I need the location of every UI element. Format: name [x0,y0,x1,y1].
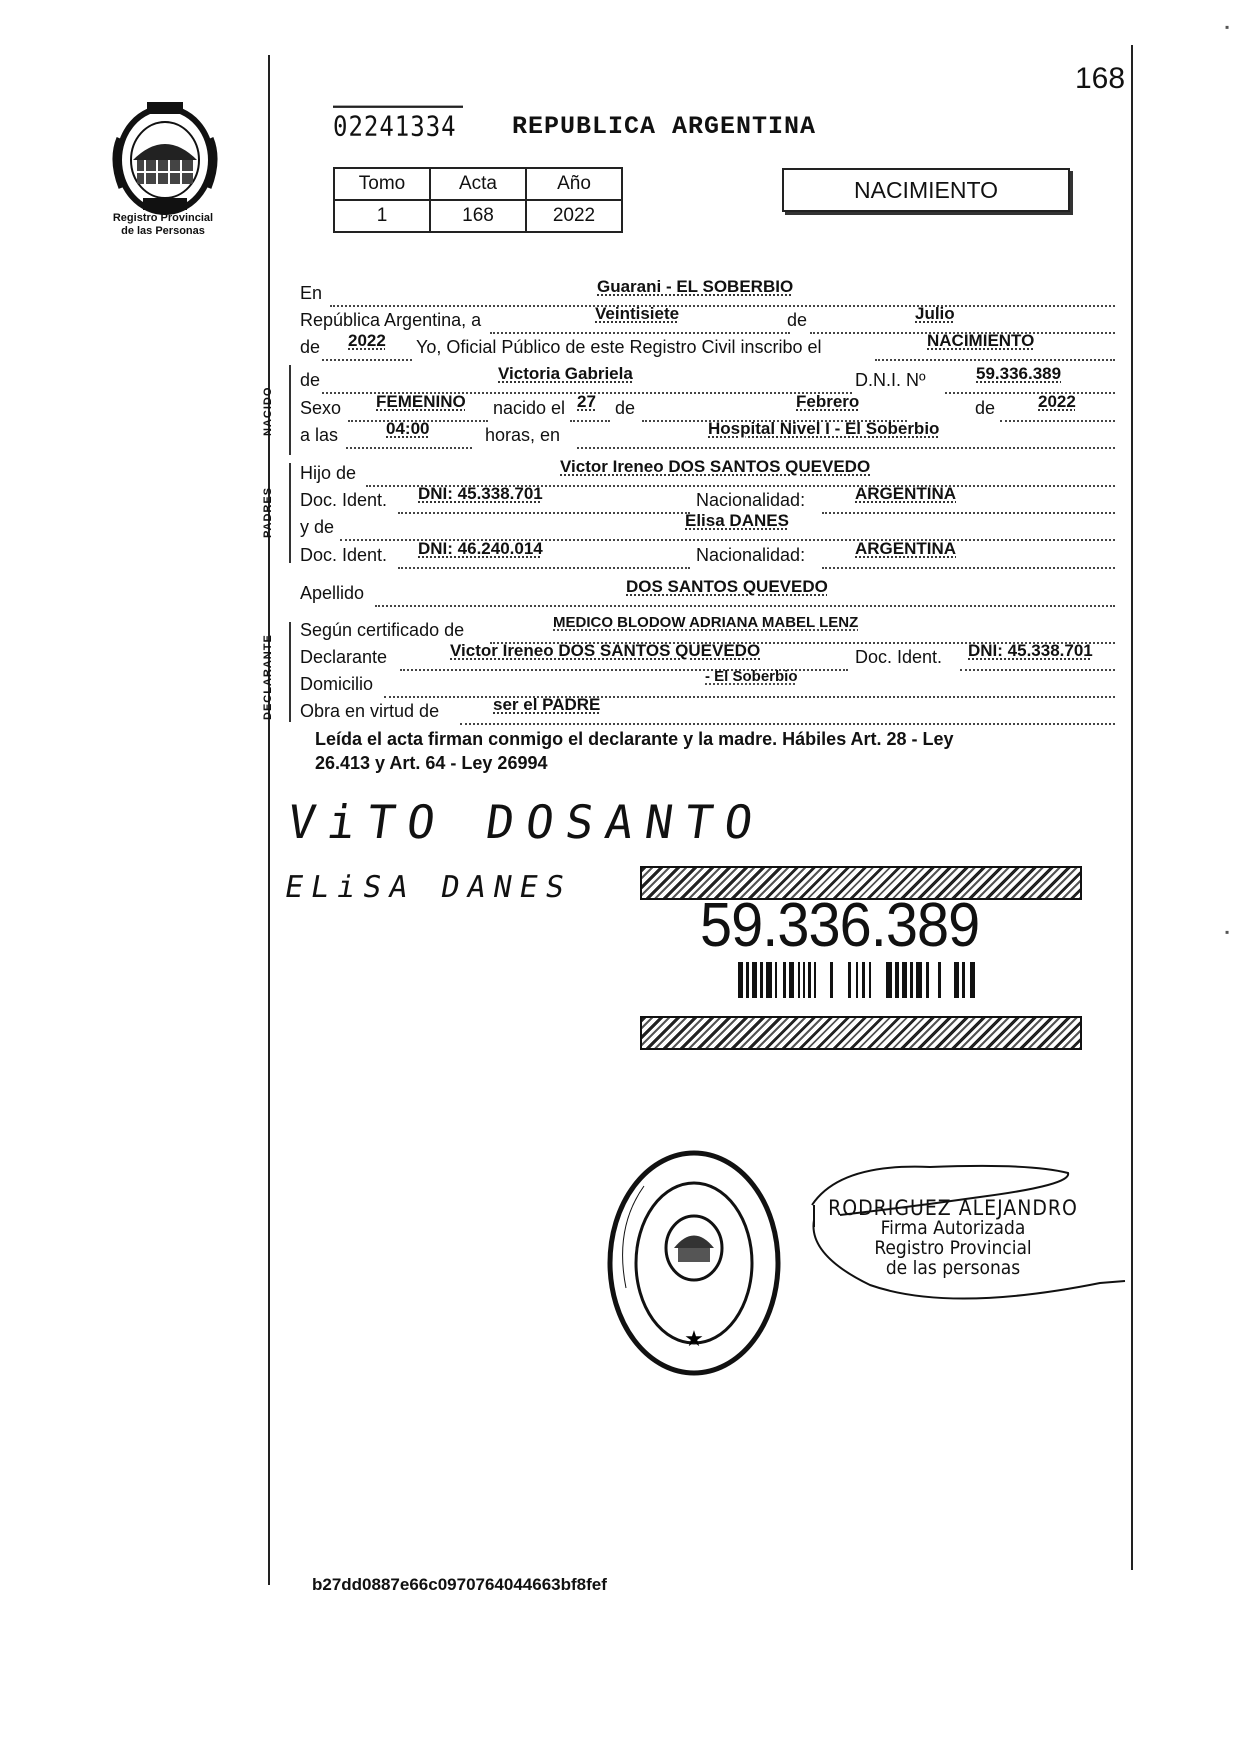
country-title: REPUBLICA ARGENTINA [512,112,817,141]
dots-inscribo [875,359,1115,361]
legal-line-2: 26.413 y Art. 64 - Ley 26994 [315,753,548,773]
label-de-birth-month: de [615,398,636,418]
dots-father-doc [398,512,690,514]
label-obra: Obra en virtud de [300,701,440,721]
dots-birth-day [570,420,610,422]
value-birth-year: 2022 [1038,392,1076,411]
security-strip-bottom [640,1016,1082,1050]
official-title-1: Firma Autorizada [880,1217,1026,1239]
dots-en [330,305,1115,307]
edge-mark: ▪ [1225,925,1230,939]
value-apellido: DOS SANTOS QUEVEDO [626,577,828,596]
value-declarante: Victor Ireneo DOS SANTOS QUEVEDO [450,641,761,660]
label-de-month: de [787,310,808,330]
dni-sticker-number: 59.336.389 [700,891,980,960]
official-title-2: Registro Provincial [874,1237,1032,1259]
value-dni: 59.336.389 [976,364,1062,383]
value-birth-day: 27 [577,392,596,411]
label-sexo: Sexo [300,398,342,418]
value-obra: ser el PADRE [493,695,601,714]
line-inscribo [300,331,1115,365]
official-block [808,1198,1098,1278]
side-label-nacido: NACIDO [262,386,274,436]
value-mother-nat: ARGENTINA [855,539,957,558]
line-obra [300,695,1115,729]
dots-birth-year [1000,420,1115,422]
value-anio: 2022 [526,200,622,232]
value-mother-doc: DNI: 46.240.014 [418,539,543,558]
value-birth-place: Hospital Nivel I - El Soberbio [708,419,940,438]
label-republica: República Argentina, a [300,310,482,330]
official-title-3: de las personas [885,1257,1021,1279]
left-margin-line [268,55,270,1585]
label-apellido: Apellido [300,583,365,603]
label-year-prefix: de [300,337,321,357]
dots-time [346,447,472,449]
label-horas: horas, en [485,425,561,445]
value-mother-name: Elisa DANES [685,511,789,530]
label-domicilio: Domicilio [300,674,374,694]
page-number: 168 [1075,62,1126,95]
dots-apellido [375,605,1115,607]
svg-text:★: ★ [684,1327,704,1352]
value-en: Guarani - EL SOBERBIO [597,277,794,296]
label-de-child: de [300,370,321,390]
delegation-stamp-icon [604,1148,784,1378]
line-mother-doc [300,539,1115,573]
value-inscribo: NACIMIENTO [927,331,1035,350]
dots-day [490,332,790,334]
value-father-doc: DNI: 45.338.701 [418,484,543,503]
value-birth-month: Febrero [796,392,860,411]
label-alas: a las [300,425,339,445]
right-margin-line [1131,45,1133,1570]
label-father-nat: Nacionalidad: [696,490,806,510]
label-father-doc: Doc. Ident. [300,490,388,510]
label-mother-doc: Doc. Ident. [300,545,388,565]
dots-place [577,447,1115,449]
caption-line-2: de las Personas [121,225,205,237]
header-acta: Acta [430,168,526,200]
value-sexo: FEMENINO [376,392,466,411]
value-father-name: Victor Ireneo DOS SANTOS QUEVEDO [560,457,871,476]
line-apellido [300,577,1115,611]
padres-bracket [289,463,291,563]
label-en: En [300,283,323,303]
value-birth-time: 04:00 [386,419,430,438]
barcode-icon [738,962,978,998]
label-nacido: nacido el [493,398,566,418]
label-declarante: Declarante [300,647,388,667]
line-domicilio [300,668,1115,702]
value-domicilio: - El Soberbio [705,668,798,685]
label-inscribo: Yo, Oficial Público de este Registro Civil inscribo el [416,337,822,357]
serial-number: 02241334 [333,106,463,143]
value-year: 2022 [348,331,386,350]
label-mother-nat: Nacionalidad: [696,545,806,565]
father-signature: ViTO DOSANTO [284,795,769,849]
value-declarante-doc: DNI: 45.338.701 [968,641,1093,660]
dots-year [322,359,412,361]
value-month: Julio [915,304,955,323]
value-day: Veintisiete [595,304,680,323]
provincial-seal-icon [105,98,225,216]
dots-dni [945,392,1115,394]
value-father-nat: ARGENTINA [855,484,957,503]
label-de-birth-year: de [975,398,996,418]
value-child-name: Victoria Gabriela [498,364,633,383]
official-name: RODRIGUEZ ALEJANDRO [828,1196,1078,1220]
declarante-bracket [289,622,291,722]
line-en [300,277,1115,311]
registry-table [333,167,623,233]
institution-caption [88,212,238,238]
registry-header-row [334,168,622,200]
corner-mark: ▪ [1225,20,1230,34]
dots-declarante-doc [960,669,1115,671]
value-tomo: 1 [334,200,430,232]
document-hash: b27dd0887e66c0970764044663bf8fef [312,1575,607,1594]
label-declarante-doc: Doc. Ident. [855,647,943,667]
value-acta: 168 [430,200,526,232]
header-anio: Año [526,168,622,200]
record-type-box: NACIMIENTO [782,168,1070,212]
side-label-declarante: DECLARANTE [262,634,274,720]
legal-text [315,727,1125,775]
header-tomo: Tomo [334,168,430,200]
nacido-bracket [289,365,291,455]
side-label-padres: PADRES [262,486,274,538]
registry-value-row [334,200,622,232]
label-dni: D.N.I. Nº [855,370,926,390]
legal-line-1: Leída el acta firman conmigo el declarante y la madre. Hábiles Art. 28 - Ley [315,729,954,749]
line-time-place [300,419,1115,453]
label-yde: y de [300,517,335,537]
dots-mother-doc [398,567,690,569]
dots-father-nat [822,512,1115,514]
mother-signature: ELiSA DANES [281,870,575,905]
dots-mother-nat [822,567,1115,569]
label-hijo: Hijo de [300,463,357,483]
caption-line-1: Registro Provincial [112,212,214,224]
dots-obra [460,723,1115,725]
value-segun: MEDICO BLODOW ADRIANA MABEL LENZ [553,614,859,631]
label-segun: Según certificado de [300,620,465,640]
